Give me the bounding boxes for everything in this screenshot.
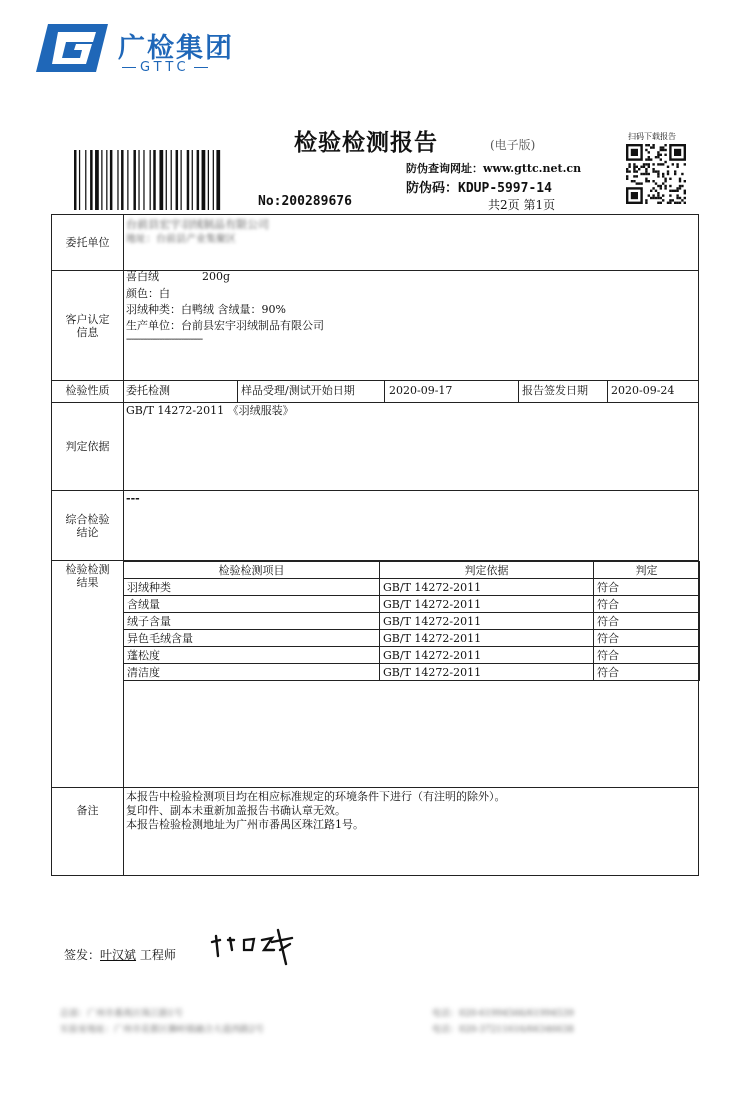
qr-module bbox=[657, 170, 659, 172]
qr-module bbox=[676, 202, 678, 204]
qr-module bbox=[662, 182, 664, 184]
qr-module bbox=[657, 151, 659, 153]
label-divider bbox=[123, 215, 124, 876]
barcode-bar bbox=[192, 150, 193, 210]
qr-module bbox=[655, 156, 657, 158]
remark-line-2: 复印件、副本未重新加盖报告书确认章无效。 bbox=[126, 804, 346, 817]
result-item: 羽绒种类 bbox=[124, 579, 380, 596]
qr-module bbox=[672, 190, 674, 192]
result-basis: GB/T 14272-2011 bbox=[380, 647, 594, 664]
qr-module bbox=[684, 192, 686, 194]
footer-contact bbox=[60, 1004, 620, 1044]
barcode-bar bbox=[138, 150, 139, 210]
qr-module bbox=[664, 187, 666, 189]
qr-module bbox=[679, 180, 681, 182]
report-number: No:200289676 bbox=[258, 194, 352, 209]
barcode-bar bbox=[74, 150, 77, 210]
qr-module bbox=[660, 163, 662, 165]
qr-module bbox=[660, 185, 662, 187]
query-url[interactable]: www.gttc.net.cn bbox=[483, 162, 582, 175]
barcode-bar bbox=[79, 150, 80, 210]
qr-module bbox=[669, 202, 671, 204]
qr-module bbox=[669, 185, 671, 187]
qr-module bbox=[655, 182, 657, 184]
qr-module bbox=[652, 146, 654, 148]
qr-module bbox=[657, 202, 659, 204]
qr-module bbox=[664, 161, 666, 163]
qr-module bbox=[660, 158, 662, 160]
qr-module bbox=[657, 163, 659, 165]
remarks-label: 备注 bbox=[76, 804, 99, 817]
qr-module bbox=[662, 163, 664, 165]
edition-label: (电子版) bbox=[490, 138, 536, 152]
barcode-bar bbox=[171, 150, 172, 210]
qr-module bbox=[669, 190, 671, 192]
conclusion-value: --- bbox=[126, 492, 140, 505]
row-divider bbox=[52, 490, 698, 491]
qr-module bbox=[633, 180, 635, 182]
qr-module bbox=[674, 202, 676, 204]
brand-name-cn: 广检集团 bbox=[118, 33, 234, 64]
barcode-bar bbox=[176, 150, 179, 210]
sign-off bbox=[64, 946, 176, 963]
table-row bbox=[124, 664, 700, 681]
signer-name: 叶汉斌 bbox=[100, 948, 137, 962]
qr-module bbox=[648, 194, 650, 196]
barcode-bar bbox=[187, 150, 190, 210]
qr-module bbox=[664, 149, 666, 151]
footer-address-2: 实验室地址：广州市花都区狮岭镇融合大道西路2号 bbox=[60, 1025, 264, 1035]
qr-module bbox=[676, 163, 678, 165]
qr-module bbox=[650, 158, 652, 160]
qr-module bbox=[648, 156, 650, 158]
qr-module bbox=[628, 166, 630, 168]
basis-value: GB/T 14272-2011 《羽绒服装》 bbox=[126, 404, 294, 417]
result-basis: GB/T 14272-2011 bbox=[380, 664, 594, 681]
report-table bbox=[51, 214, 699, 876]
result-verdict: 符合 bbox=[594, 579, 700, 596]
qr-module bbox=[636, 175, 638, 177]
barcode-bar bbox=[213, 150, 214, 210]
nature-value: 委托检测 bbox=[126, 384, 170, 397]
results-header-verdict: 判定 bbox=[594, 562, 700, 579]
barcode-bar bbox=[150, 150, 151, 210]
code-value: KDUP-5997-14 bbox=[458, 181, 552, 196]
qr-module bbox=[652, 187, 654, 189]
qr-module bbox=[648, 166, 650, 168]
result-basis: GB/T 14272-2011 bbox=[380, 613, 594, 630]
qr-module bbox=[652, 197, 654, 199]
qr-caption: 扫码下载报告 bbox=[628, 132, 676, 141]
qr-module bbox=[660, 154, 662, 156]
barcode-bar bbox=[153, 150, 156, 210]
qr-module bbox=[657, 185, 659, 187]
qr-module bbox=[664, 185, 666, 187]
result-item: 含绒量 bbox=[124, 596, 380, 613]
gttc-logo-icon bbox=[36, 22, 108, 74]
qr-module bbox=[681, 173, 683, 175]
customer-info-label bbox=[52, 313, 123, 339]
footer-address-1: 总部：广州市番禺区珠江路1号 bbox=[60, 1009, 183, 1019]
barcode-bar bbox=[110, 150, 113, 210]
qr-module bbox=[640, 166, 642, 168]
qr-module bbox=[645, 199, 647, 201]
brand-name-en: GTTC bbox=[118, 60, 212, 75]
qr-module bbox=[633, 175, 635, 177]
basis-label: 判定依据 bbox=[65, 440, 110, 453]
barcode-bar bbox=[181, 150, 182, 210]
qr-module bbox=[648, 173, 650, 175]
qr-module bbox=[648, 151, 650, 153]
client-name: 台前县宏宇羽绒制品有限公司 bbox=[126, 218, 269, 231]
dash-line: -------------------------------- bbox=[126, 334, 203, 345]
report-title: 检验检测报告 bbox=[294, 130, 438, 156]
received-date-label: 样品受理/测试开始日期 bbox=[241, 384, 355, 397]
qr-module bbox=[643, 166, 645, 168]
qr-module bbox=[660, 187, 662, 189]
qr-module bbox=[648, 163, 650, 165]
barcode-bar bbox=[127, 150, 128, 210]
qr-module bbox=[676, 166, 678, 168]
qr-module bbox=[645, 158, 647, 160]
qr-module bbox=[657, 156, 659, 158]
result-verdict: 符合 bbox=[594, 613, 700, 630]
qr-module bbox=[657, 173, 659, 175]
qr-module bbox=[626, 168, 628, 170]
signer-title: 工程师 bbox=[139, 948, 176, 962]
barcode-bar bbox=[159, 150, 163, 210]
qr-module bbox=[626, 175, 628, 177]
issued-date-label: 报告签发日期 bbox=[522, 384, 588, 397]
table-row bbox=[124, 579, 700, 596]
barcode-bar bbox=[202, 150, 206, 210]
qr-module bbox=[674, 190, 676, 192]
barcode-bar bbox=[85, 150, 86, 210]
row-divider bbox=[52, 787, 698, 788]
barcode-bar bbox=[106, 150, 107, 210]
result-verdict: 符合 bbox=[594, 630, 700, 647]
qr-module bbox=[628, 163, 630, 165]
qr-module bbox=[676, 190, 678, 192]
qr-module bbox=[638, 168, 640, 170]
barcode-bar bbox=[133, 150, 136, 210]
code-label: 防伪码： bbox=[406, 181, 459, 196]
results-header-item: 检验检测项目 bbox=[124, 562, 380, 579]
qr-module bbox=[645, 168, 647, 170]
barcode-bar bbox=[95, 150, 99, 210]
results-label-line2: 结果 bbox=[76, 576, 99, 589]
qr-module bbox=[652, 168, 654, 170]
qr-module bbox=[672, 163, 674, 165]
sign-label: 签发： bbox=[64, 948, 101, 962]
qr-module bbox=[648, 180, 650, 182]
qr-module bbox=[674, 173, 676, 175]
qr-module bbox=[655, 197, 657, 199]
result-basis: GB/T 14272-2011 bbox=[380, 579, 594, 596]
qr-module bbox=[631, 192, 638, 199]
qr-module bbox=[633, 163, 635, 165]
producer: 生产单位：台前县宏宇羽绒制品有限公司 bbox=[126, 319, 324, 332]
qr-module bbox=[652, 144, 654, 146]
qr-module bbox=[669, 194, 671, 196]
result-item: 异色毛绒含量 bbox=[124, 630, 380, 647]
qr-module bbox=[657, 154, 659, 156]
qr-module bbox=[631, 149, 638, 156]
qr-module bbox=[679, 202, 681, 204]
qr-module bbox=[667, 170, 669, 172]
qr-module bbox=[652, 170, 654, 172]
qr-module bbox=[655, 190, 657, 192]
qr-module bbox=[657, 197, 659, 199]
barcode-bar bbox=[166, 150, 167, 210]
cell-divider bbox=[607, 380, 608, 402]
results-label bbox=[52, 563, 123, 589]
qr-module bbox=[652, 180, 654, 182]
qr-module bbox=[664, 144, 666, 146]
qr-module bbox=[674, 170, 676, 172]
qr-module bbox=[636, 166, 638, 168]
qr-module bbox=[645, 202, 647, 204]
qr-module bbox=[674, 149, 681, 156]
qr-module bbox=[645, 178, 647, 180]
footer-phone-2: 电话：020-37211616/66346638 bbox=[432, 1025, 574, 1035]
qr-module bbox=[645, 180, 647, 182]
table-row bbox=[124, 647, 700, 664]
qr-module bbox=[640, 182, 642, 184]
qr-module bbox=[662, 146, 664, 148]
qr-module bbox=[636, 170, 638, 172]
qr-module bbox=[652, 194, 654, 196]
barcode-bar bbox=[216, 150, 220, 210]
barcode-bar bbox=[121, 150, 124, 210]
qr-module bbox=[684, 202, 686, 204]
table-row bbox=[124, 630, 700, 647]
conclusion-label-line1: 综合检验 bbox=[65, 513, 110, 526]
results-table bbox=[123, 561, 700, 681]
qr-module bbox=[676, 197, 678, 199]
qr-module bbox=[650, 146, 652, 148]
remark-line-1: 本报告中检验检测项目均在相应标准规定的环境条件下进行（有注明的除外）。 bbox=[126, 790, 506, 803]
qr-module bbox=[633, 168, 635, 170]
row-divider bbox=[52, 380, 698, 381]
result-item: 绒子含量 bbox=[124, 613, 380, 630]
qr-module bbox=[628, 170, 630, 172]
qr-module bbox=[662, 173, 664, 175]
handwritten-signature bbox=[206, 926, 296, 968]
qr-module bbox=[679, 185, 681, 187]
remark-line-3: 本报告检验检测地址为广州市番禺区珠江路1号。 bbox=[126, 818, 364, 831]
qr-module bbox=[640, 173, 642, 175]
sample-name: 喜白绒 bbox=[126, 270, 159, 283]
qr-module bbox=[633, 170, 635, 172]
barcode-bar bbox=[143, 150, 144, 210]
table-row bbox=[124, 613, 700, 630]
qr-code-icon[interactable] bbox=[626, 144, 686, 204]
qr-module bbox=[676, 194, 678, 196]
nature-label: 检验性质 bbox=[65, 384, 110, 397]
qr-module bbox=[645, 144, 647, 146]
issued-date: 2020-09-24 bbox=[611, 384, 675, 397]
anti-fake-query bbox=[406, 160, 581, 176]
qr-module bbox=[652, 163, 654, 165]
client-label: 委托单位 bbox=[65, 236, 110, 249]
customer-info-label-line1: 客户认定 bbox=[65, 313, 110, 326]
qr-module bbox=[650, 190, 652, 192]
qr-module bbox=[645, 173, 647, 175]
qr-module bbox=[662, 199, 664, 201]
results-header-row bbox=[124, 562, 700, 579]
barcode-bar bbox=[90, 150, 93, 210]
result-item: 蓬松度 bbox=[124, 647, 380, 664]
qr-module bbox=[664, 154, 666, 156]
result-item: 清洁度 bbox=[124, 664, 380, 681]
qr-module bbox=[645, 149, 647, 151]
query-label: 防伪查询网址： bbox=[406, 162, 483, 175]
barcode-bar bbox=[101, 150, 102, 210]
qr-module bbox=[672, 199, 674, 201]
qr-module bbox=[636, 182, 638, 184]
conclusion-label bbox=[52, 513, 123, 539]
result-basis: GB/T 14272-2011 bbox=[380, 596, 594, 613]
conclusion-label-line2: 结论 bbox=[76, 526, 99, 539]
barcode-bar bbox=[208, 150, 209, 210]
qr-module bbox=[660, 146, 662, 148]
down-type: 羽绒种类：白鸭绒 含绒量：90% bbox=[126, 303, 286, 316]
qr-module bbox=[681, 185, 683, 187]
client-address: 地址：台前县产业集聚区 bbox=[126, 234, 236, 245]
qr-module bbox=[676, 187, 678, 189]
received-date: 2020-09-17 bbox=[389, 384, 453, 397]
qr-module bbox=[643, 173, 645, 175]
result-verdict: 符合 bbox=[594, 596, 700, 613]
sample-color: 颜色：白 bbox=[126, 287, 170, 300]
qr-module bbox=[648, 144, 650, 146]
result-verdict: 符合 bbox=[594, 664, 700, 681]
qr-module bbox=[626, 170, 628, 172]
qr-module bbox=[667, 173, 669, 175]
result-basis: GB/T 14272-2011 bbox=[380, 630, 594, 647]
qr-module bbox=[657, 194, 659, 196]
qr-module bbox=[662, 194, 664, 196]
result-verdict: 符合 bbox=[594, 647, 700, 664]
qr-module bbox=[679, 178, 681, 180]
qr-module bbox=[638, 182, 640, 184]
qr-module bbox=[648, 158, 650, 160]
qr-module bbox=[645, 163, 647, 165]
qr-module bbox=[662, 149, 664, 151]
page-count: 共2页 第1页 bbox=[488, 198, 556, 212]
qr-module bbox=[660, 197, 662, 199]
qr-module bbox=[667, 166, 669, 168]
qr-module bbox=[664, 178, 666, 180]
qr-module bbox=[679, 187, 681, 189]
results-header-basis: 判定依据 bbox=[380, 562, 594, 579]
qr-module bbox=[669, 178, 671, 180]
qr-module bbox=[684, 163, 686, 165]
barcode-bar bbox=[197, 150, 200, 210]
table-row bbox=[124, 596, 700, 613]
customer-info-label-line2: 信息 bbox=[76, 326, 99, 339]
barcode-bar bbox=[117, 150, 118, 210]
footer-phone-1: 电话：020-61994566/61994539 bbox=[432, 1009, 574, 1019]
qr-module bbox=[681, 199, 683, 201]
cell-divider bbox=[518, 380, 519, 402]
sample-weight: 200g bbox=[202, 270, 231, 283]
qr-module bbox=[669, 199, 671, 201]
qr-module bbox=[631, 180, 633, 182]
qr-module bbox=[655, 170, 657, 172]
qr-module bbox=[684, 180, 686, 182]
qr-module bbox=[650, 197, 652, 199]
qr-module bbox=[684, 190, 686, 192]
barcode-icon bbox=[74, 150, 256, 210]
qr-module bbox=[645, 170, 647, 172]
qr-module bbox=[657, 192, 659, 194]
qr-module bbox=[667, 202, 669, 204]
results-label-line1: 检验检测 bbox=[65, 563, 110, 576]
qr-module bbox=[643, 163, 645, 165]
cell-divider bbox=[384, 380, 385, 402]
qr-module bbox=[660, 149, 662, 151]
qr-module bbox=[660, 202, 662, 204]
anti-fake-code bbox=[406, 177, 552, 196]
qr-module bbox=[664, 180, 666, 182]
cell-divider bbox=[237, 380, 238, 402]
qr-module bbox=[679, 197, 681, 199]
qr-module bbox=[684, 197, 686, 199]
qr-module bbox=[662, 175, 664, 177]
qr-module bbox=[633, 166, 635, 168]
qr-module bbox=[657, 175, 659, 177]
qr-module bbox=[626, 178, 628, 180]
